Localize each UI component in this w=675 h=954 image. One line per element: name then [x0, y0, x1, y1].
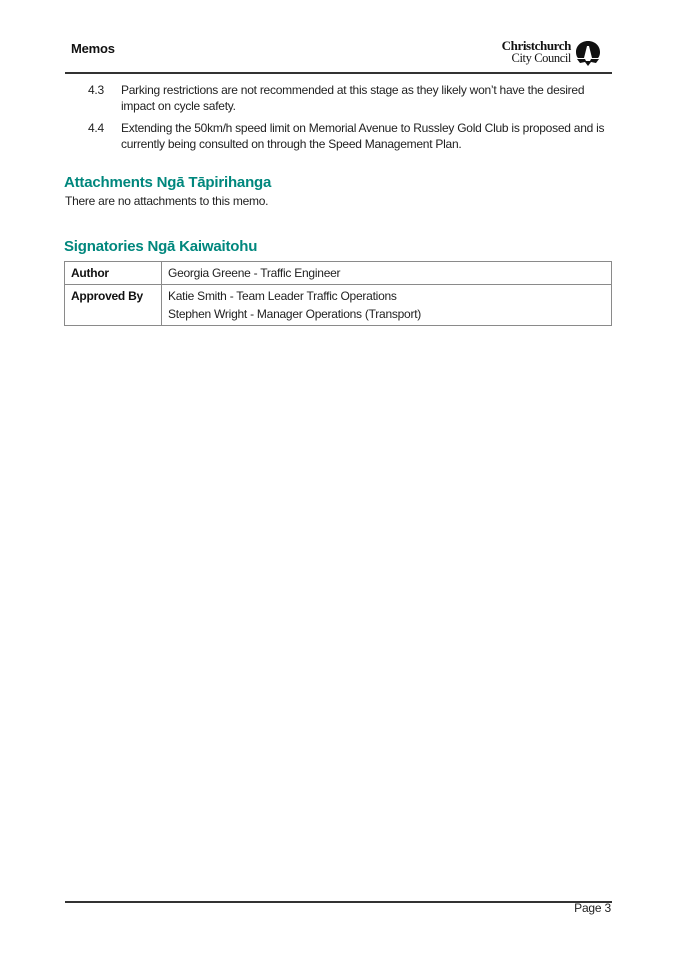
signatory-name: Georgia Greene - Traffic Engineer — [168, 266, 341, 280]
paragraph-number: 4.3 — [88, 83, 104, 97]
table-row — [65, 262, 612, 285]
paragraph-text: Parking restrictions are not recommended at this stage as they likely won’t have the desired impact on cycle safety. — [121, 83, 585, 113]
signatory-name: Stephen Wright - Manager Operations (Transport) — [168, 307, 422, 321]
header-divider — [65, 72, 612, 74]
signatory-role: Author — [65, 262, 162, 285]
paragraph-text: Extending the 50km/h speed limit on Memorial Avenue to Russley Gold Club is proposed and is currently being consulted on through the Speed Management Plan. — [121, 121, 605, 151]
paragraph-4-4 — [88, 120, 618, 152]
signatory-name: Katie Smith - Team Leader Traffic Operations — [168, 289, 397, 303]
logo-text — [502, 40, 571, 64]
paragraph-number: 4.4 — [88, 121, 104, 135]
signatory-role: Approved By — [65, 285, 162, 326]
cathedral-spire-icon — [575, 41, 601, 66]
logo-line-2: City Council — [511, 51, 571, 65]
table-row — [65, 285, 612, 326]
footer-divider — [65, 901, 612, 903]
signatory-names — [162, 285, 612, 326]
page-number: Page 3 — [574, 901, 611, 915]
attachments-body: There are no attachments to this memo. — [65, 194, 269, 208]
paragraph-4-3 — [88, 82, 618, 114]
signatories-heading: Signatories Ngā Kaiwaitohu — [64, 238, 258, 255]
attachments-heading: Attachments Ngā Tāpirihanga — [64, 174, 272, 191]
signatory-names — [162, 262, 612, 285]
logo-line-1: Christchurch — [501, 38, 571, 53]
header-title: Memos — [71, 41, 115, 56]
council-logo — [497, 40, 601, 68]
signatories-table — [64, 261, 612, 326]
